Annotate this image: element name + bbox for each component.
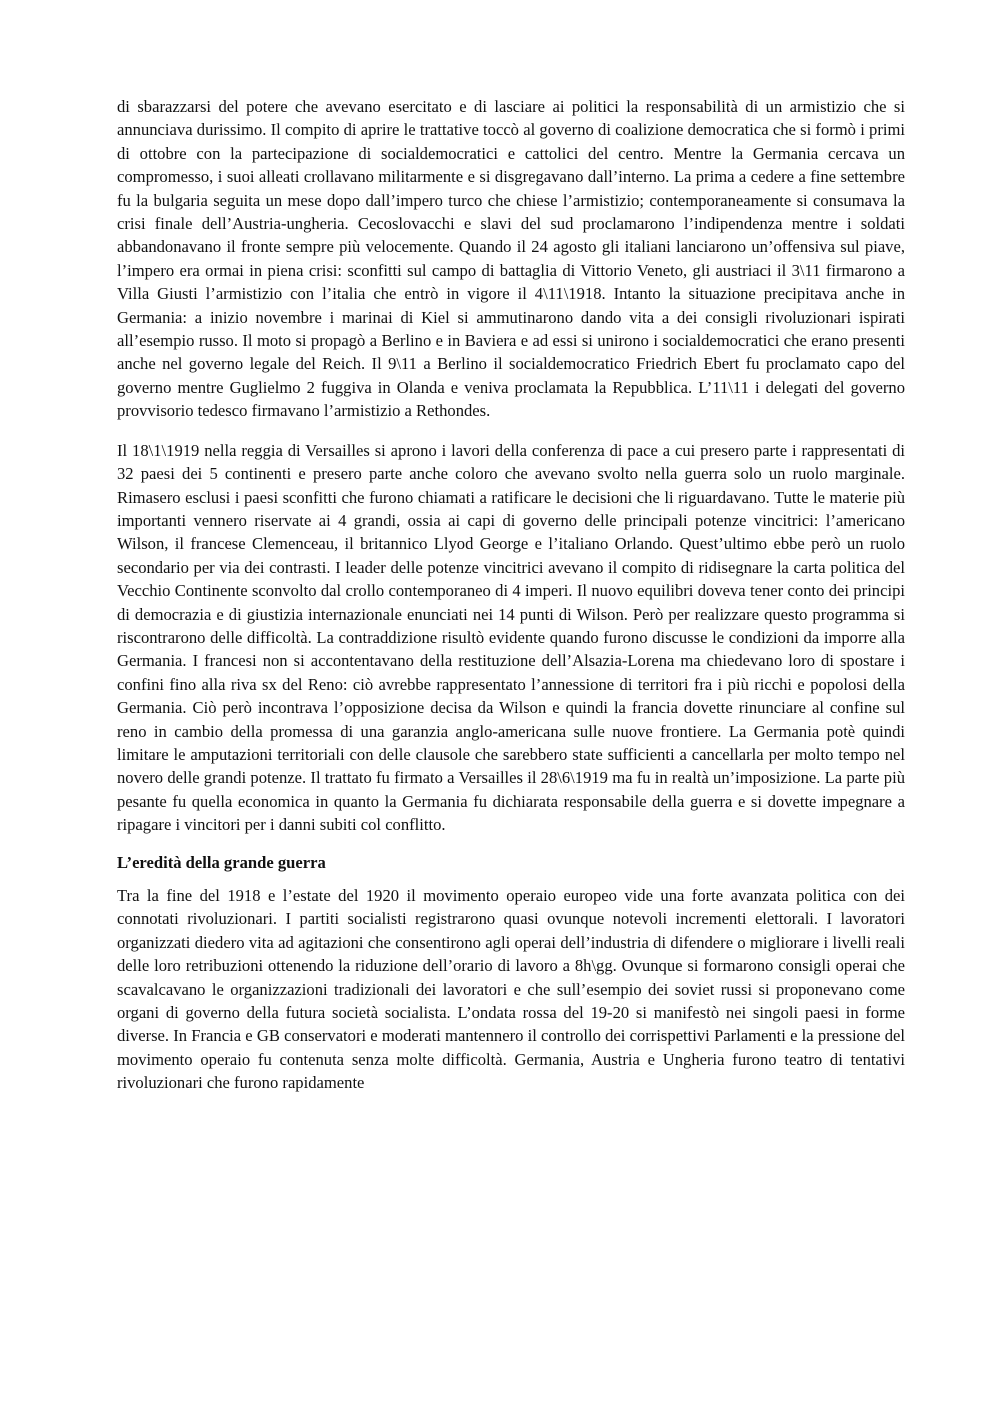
paragraph-versailles: Il 18\1\1919 nella reggia di Versailles si aprono i lavori della conferenza di pace a cui presero parte i rappresentati di 32 paesi dei 5 continenti e presero parte anche coloro che avevano svolto nella guerra solo un ruolo marginale. Rimasero esclusi i paesi sconfitti che furono chiamati a ratificare le decisioni che li riguardavano. Tutte le materie più importanti vennero riservate ai 4 grandi, ossia ai capi di governo delle principali potenze vincitrici: l’americano Wilson, il francese Clemenceau, il britannico Llyod George e l’italiano Orlando. Quest’ultimo ebbe però un ruolo secondario per via dei contrasti. I leader delle potenze vincitrici avevano il compito di ridisegnare la carta politica del Vecchio Continente sconvolto dal crollo contemporaneo di 4 imperi. Il nuovo equilibri doveva tener conto dei principi di democrazia e di giustizia internazionale enunciati nei 14 punti di Wilson. Però per realizzare questo programma si riscontrarono delle difficoltà. La contraddizione risultò evidente quando furono discusse le condizioni da imporre alla Germania. I francesi non si accontentavano della restituzione dell’Alsazia-Lorena ma chiedevano loro di spostare i confini fino alla riva sx del Reno: ciò avrebbe rappresentato l’annessione di territori fra i più ricchi e popolosi della Germania. Ciò però incontrava l’opposizione decisa da Wilson e quindi la francia dovette rinunciare al confine sul reno in cambio della promessa di una garanzia anglo-americana sulle nuove frontiere. La Germania potè quindi limitare le amputazioni territoriali con delle clausole che sarebbero state sufficienti a cancellarla per molto tempo nel novero delle grandi potenze. Il trattato fu firmato a Versailles il 28\6\1919 ma fu in realtà un’imposizione. La parte più pesante fu quella economica in quanto la Germania fu dichiarata responsabile della guerra e si dovette impegnare a ripagare i vincitori per i danni subiti col conflitto. xyxy=(117,440,905,835)
document-page xyxy=(117,95,905,1095)
paragraph-armistice: di sbarazzarsi del potere che avevano esercitato e di lasciare ai politici la responsabilità di un armistizio che si annunciava durissimo. Il compito di aprire le trattative toccò al governo di coalizione democratica che si formò i primi di ottobre con la partecipazione di socialdemocratici e cattolici del centro. Mentre la Germania cercava un compromesso, i suoi alleati crollavano militarmente e si disgregavano dall’interno. La prima a cedere a fine settembre fu la bulgaria seguita un mese dopo dall’impero turco che chiese l’armistizio; contemporaneamente si consumava la crisi finale dell’Austria-ungheria. Cecoslovacchi e slavi del sud proclamarono l’indipendenza mentre i soldati abbandonavano il fronte sempre più velocemente. Quando il 24 agosto gli italiani lanciarono un’offensiva sul piave, l’impero era ormai in piena crisi: sconfitti sul campo di battaglia di Vittorio Veneto, gli austriaci il 3\11 firmarono a Villa Giusti l’armistizio con l’italia che entrò in vigore il 4\11\1918. Intanto la situazione precipitava anche in Germania: a inizio novembre i marinai di Kiel si ammutinarono dando vita a dei consigli rivoluzionari ispirati all’esempio russo. Il moto si propagò a Berlino e in Baviera e ad essi si unirono i socialdemocratici che erano presenti anche nel governo legale del Reich. Il 9\11 a Berlino il socialdemocratico Friedrich Ebert fu proclamato capo del governo mentre Guglielmo 2 fuggiva in Olanda e veniva proclamata la Repubblica. L’11\11 i delegati del governo provvisorio tedesco firmavano l’armistizio a Rethondes. xyxy=(117,97,905,421)
paragraph-legacy: Tra la fine del 1918 e l’estate del 1920 il movimento operaio europeo vide una forte avanzata politica con dei connotati rivoluzionari. I partiti socialisti registrarono quasi ovunque notevoli incrementi elettorali. I lavoratori organizzati diedero vita ad agitazioni che consentirono agli operai dell’industria di difendere o migliorare i livelli reali delle loro retribuzioni ottenendo la riduzione dell’orario di lavoro a 8h\gg. Ovunque si formarono consigli operai che scavalcavano le organizzazioni tradizionali dei lavoratori e che sull’esempio dei soviet russi si proponevano come organi di governo della futura società socialista. L’ondata rossa del 19-20 si manifestò nei singoli paesi in forme diverse. In Francia e GB conservatori e moderati mantennero il controllo dei corrispettivi Parlamenti e la pressione del movimento operaio fu contenuta senza molte difficoltà. Germania, Austria e Ungheria furono teatro di tentativi rivoluzionari che furono rapidamente xyxy=(117,886,905,1093)
section-heading: L’eredità della grande guerra xyxy=(117,852,326,872)
